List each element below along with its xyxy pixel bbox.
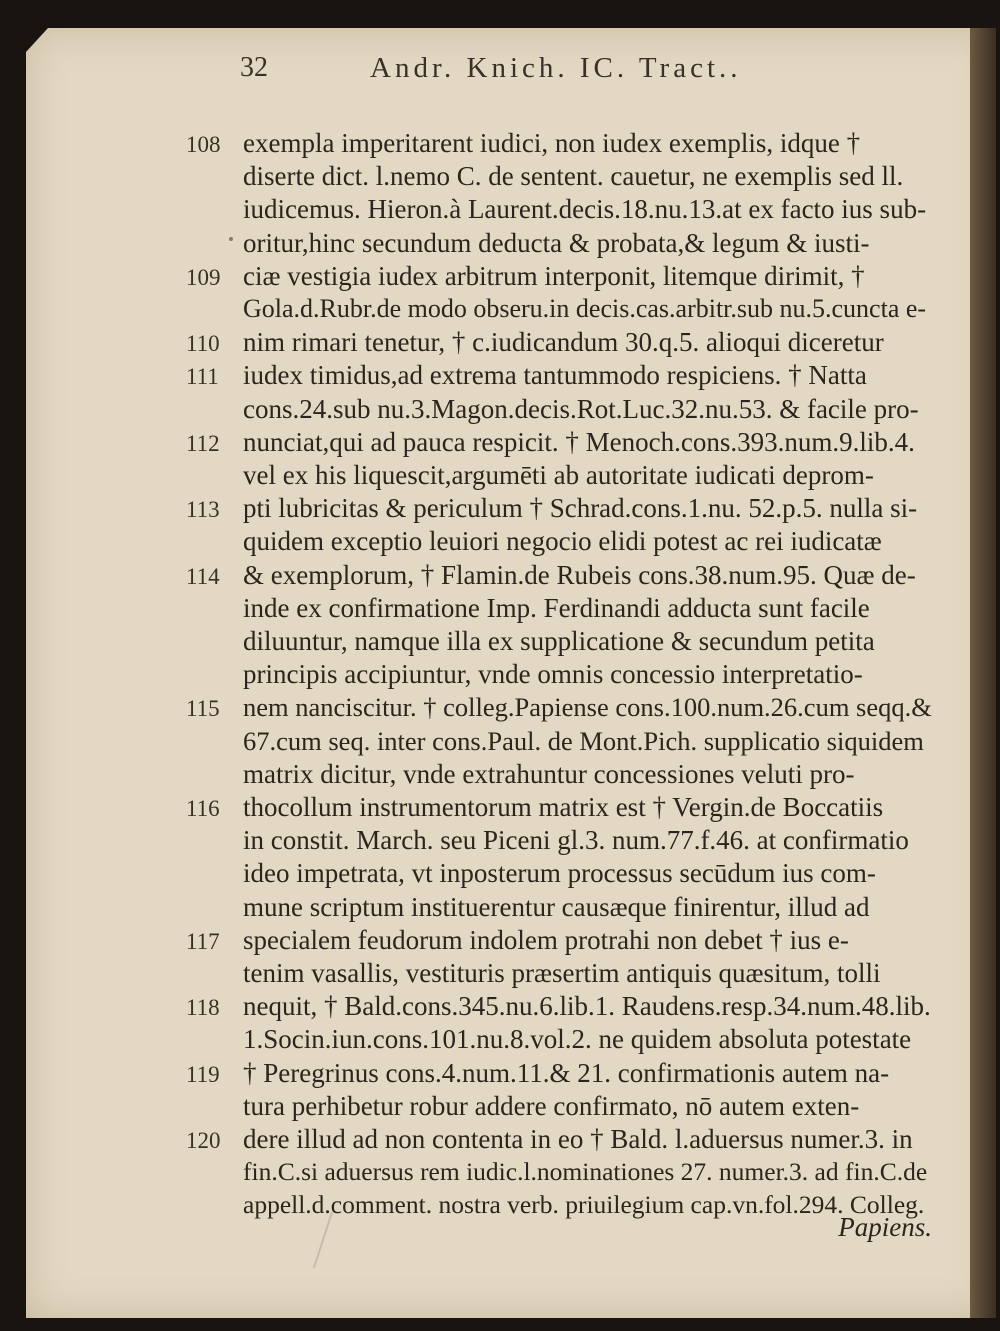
running-head: Andr. Knich. IC. Tract.. xyxy=(370,52,742,84)
text-line xyxy=(0,991,1000,1024)
text-line xyxy=(0,360,1000,393)
ink-speck xyxy=(229,237,233,241)
text-line xyxy=(0,593,1000,626)
text-line xyxy=(0,161,1000,194)
line-text: 1.Socin.iun.cons.101.nu.8.vol.2. ne quidem absoluta potestate xyxy=(243,1024,912,1055)
text-line xyxy=(0,858,1000,891)
marginal-number: 111 xyxy=(186,364,219,390)
text-line xyxy=(0,1124,1000,1157)
line-text: & exemplorum, † Flamin.de Rubeis cons.38.num.95. Quæ de- xyxy=(243,559,916,590)
marginal-number: 120 xyxy=(186,1128,221,1153)
text-line xyxy=(0,892,1000,925)
catchword: Papiens. xyxy=(838,1212,932,1242)
line-text: iudex timidus,ad extrema tantummodo respiciens. † Natta xyxy=(243,360,867,391)
text-line xyxy=(0,128,1000,161)
text-line xyxy=(0,460,1000,493)
folio-number: 32 xyxy=(240,52,268,83)
text-line xyxy=(0,1024,1000,1057)
line-text: ideo impetrata, vt inposterum processus secūdum ius com- xyxy=(243,858,876,889)
text-line xyxy=(0,1058,1000,1091)
marginal-number: 108 xyxy=(186,132,221,157)
text-line xyxy=(0,726,1000,759)
text-line xyxy=(0,327,1000,360)
line-text: pti lubricitas & periculum † Schrad.cons.1.nu. 52.p.5. nulla si- xyxy=(243,493,918,524)
line-text: specialem feudorum indolem protrahi non debet † ius e- xyxy=(243,924,849,955)
line-text: nequit, † Bald.cons.345.nu.6.lib.1. Raudens.resp.34.num.48.lib. xyxy=(243,991,931,1022)
text-line xyxy=(0,228,1000,261)
line-text: oritur,hinc secundum deducta & probata,& legum & iusti- xyxy=(243,227,870,258)
marginal-number: 117 xyxy=(186,928,220,954)
text-line xyxy=(0,427,1000,460)
text-line xyxy=(0,659,1000,692)
line-text: matrix dicitur, vnde extrahuntur concessiones veluti pro- xyxy=(243,758,855,789)
text-line xyxy=(0,526,1000,559)
text-line xyxy=(0,194,1000,227)
line-text: appell.d.comment. nostra verb. priuilegium cap.vn.fol.294. Colleg. xyxy=(243,1190,925,1220)
text-line xyxy=(0,493,1000,526)
marginal-number: 118 xyxy=(186,995,220,1021)
line-text: Gola.d.Rubr.de modo obseru.in decis.cas.arbitr.sub nu.5.cuncta e- xyxy=(243,294,927,323)
marginal-number: 115 xyxy=(186,696,220,722)
line-text: inde ex confirmatione Imp. Ferdinandi adducta sunt facile xyxy=(243,592,870,623)
line-text: dere illud ad non contenta in eo † Bald. l.aduersus numer.3. in xyxy=(243,1124,913,1154)
text-line xyxy=(0,261,1000,294)
catchword-line xyxy=(0,1212,1000,1245)
marginal-number: 110 xyxy=(186,331,220,357)
marginal-number: 119 xyxy=(186,1061,220,1087)
line-text: tenim vasallis, vestituris præsertim antiquis quæsitum, tolli xyxy=(243,958,881,988)
marginal-number: 116 xyxy=(186,796,220,821)
line-text: 67.cum seq. inter cons.Paul. de Mont.Pich. supplicatio siquidem xyxy=(243,725,924,756)
line-text: cons.24.sub nu.3.Magon.decis.Rot.Luc.32.nu.53. & facile pro- xyxy=(243,393,919,424)
line-text: nunciat,qui ad pauca respicit. † Menoch.cons.393.num.9.lib.4. xyxy=(243,426,915,457)
page-header xyxy=(240,52,940,92)
line-text: mune scriptum instituerentur causæque finirentur, illud ad xyxy=(243,891,870,922)
marginal-number: 114 xyxy=(186,563,220,589)
text-line xyxy=(0,759,1000,792)
line-text: fin.C.si aduersus rem iudic.l.nominationes 27. numer.3. ad fin.C.de xyxy=(243,1157,928,1187)
marginal-number: 109 xyxy=(186,264,221,290)
line-text: in constit. March. seu Piceni gl.3. num.77.f.46. at confirmatio xyxy=(243,825,909,856)
line-text: vel ex his liquescit,argumēti ab autoritate iudicati deprom- xyxy=(243,460,874,490)
line-text: principis accipiuntur, vnde omnis concessio interpretatio- xyxy=(243,659,863,690)
line-text: exempla imperitarent iudici, non iudex exemplis, idque † xyxy=(243,128,861,158)
line-text: tura perhibetur robur addere confirmato, nō autem exten- xyxy=(243,1090,860,1121)
line-text: nim rimari tenetur, † c.iudicandum 30.q.5. alioqui diceretur xyxy=(243,327,884,358)
line-text: † Peregrinus cons.4.num.11.& 21. confirmationis autem na- xyxy=(243,1057,890,1088)
line-text: nem nanciscitur. † colleg.Papiense cons.100.num.26.cum seqq.& xyxy=(243,692,932,723)
line-text: diluuntur, namque illa ex supplicatione & secundum petita xyxy=(243,626,875,656)
text-line xyxy=(0,560,1000,593)
line-text: quidem exceptio leuiori negocio elidi potest ac rei iudicatæ xyxy=(243,526,882,557)
text-line xyxy=(0,626,1000,659)
text-line xyxy=(0,394,1000,427)
line-text: ciæ vestigia iudex arbitrum interponit, litemque dirimit, † xyxy=(243,260,865,291)
line-text: thocollum instrumentorum matrix est † Vergin.de Boccatiis xyxy=(243,792,884,822)
text-line xyxy=(0,1157,1000,1190)
text-line xyxy=(0,825,1000,858)
text-line xyxy=(0,925,1000,958)
line-text: iudicemus. Hieron.à Laurent.decis.18.nu.13.at ex facto ius sub- xyxy=(243,194,927,225)
text-line xyxy=(0,1091,1000,1124)
text-line xyxy=(0,294,1000,327)
marginal-number: 112 xyxy=(186,430,220,456)
text-line xyxy=(0,692,1000,725)
marginal-number: 113 xyxy=(186,497,220,523)
text-line xyxy=(0,958,1000,991)
line-text: diserte dict. l.nemo C. de sentent. cauetur, ne exemplis sed ll. xyxy=(243,161,904,192)
text-line xyxy=(0,792,1000,825)
